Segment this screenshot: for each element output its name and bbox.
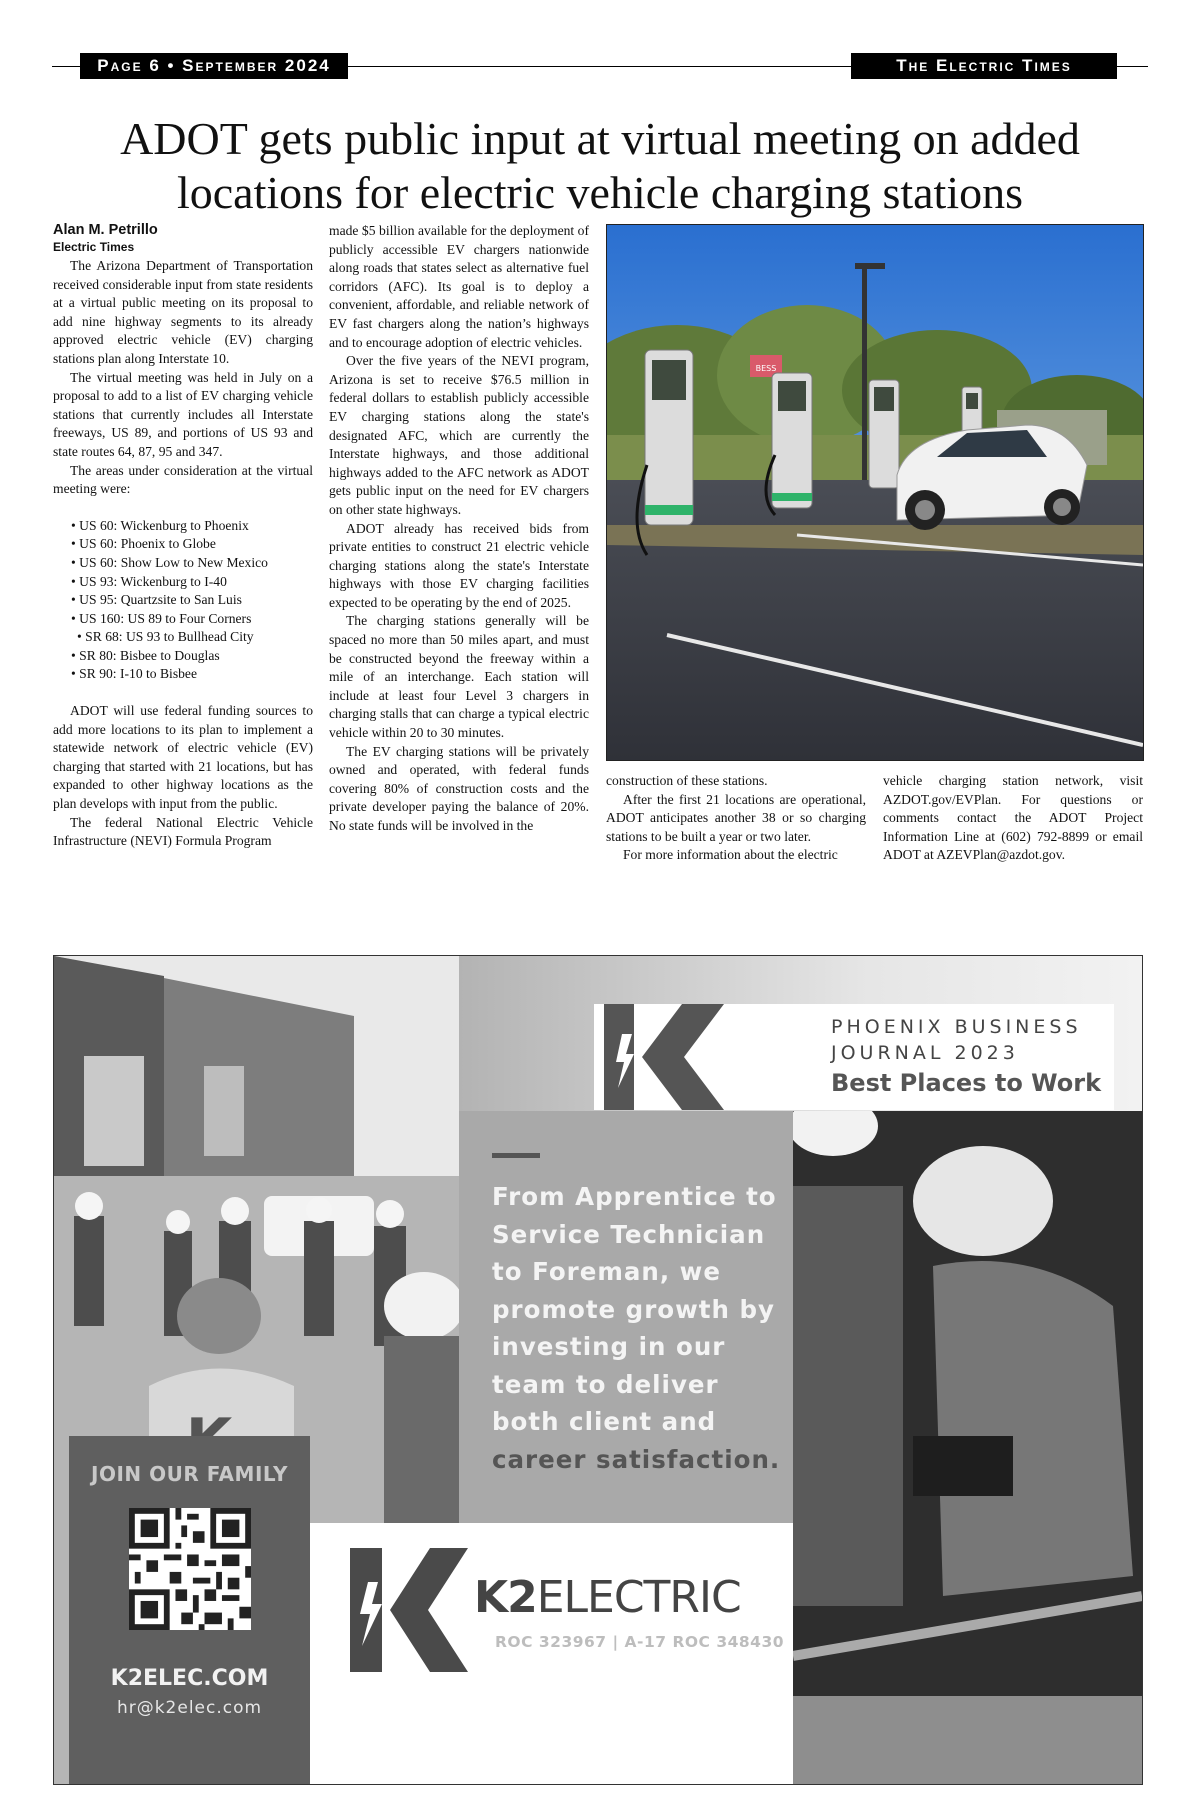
paragraph: made $5 billion available for the deployment of publicly accessible EV chargers nationwide along roads that states select as alternative fuel corridors (AFC). Its goal is to deploy a convenient, affordable, and reliable network of EV fast chargers along the nation’s highways and to encourage adoption of electric vehicles. <box>329 223 589 350</box>
email-link[interactable]: hr@k2elec.com <box>116 1698 263 1718</box>
k2-logo-icon <box>350 1548 470 1672</box>
sign-text: BESS <box>755 364 777 373</box>
author: Alan M. Petrillo <box>53 222 158 238</box>
route-item: • US 60: Show Low to New Mexico <box>71 554 313 573</box>
route-item: • US 60: Phoenix to Globe <box>71 535 313 554</box>
message-end: career satisfaction. <box>492 1444 781 1474</box>
paragraph: The Arizona Department of Transportation received considerable input from state residents at a virtual public meeting on its proposal to add nine highway segments to its already approved electric vehicle (EV) charging stations plan along Interstate 10. <box>53 258 313 366</box>
license-numbers: ROC 323967 | A-17 ROC 348430 <box>495 1633 785 1651</box>
paragraph: Over the five years of the NEVI program, Arizona is set to receive $76.5 million in federal dollars to establish publicly accessible EV charging stations along the state's designated AFC, which are currently the Interstate highways, and those additional highways added to the AFC network as ADOT gets public input on the need for EV chargers on other state highways. <box>329 353 589 517</box>
paragraph: For more information about the electric <box>623 847 838 863</box>
paragraph: ADOT will use federal funding sources to add more locations to its plan to implement a statewide network of electric vehicle (EV) charging that started with 21 locations, but has expanded to other highway locations as the plan develops with input from the public. <box>53 703 313 812</box>
route-list <box>71 517 313 684</box>
article-column-3 <box>606 772 866 865</box>
accent-dash <box>492 1153 540 1158</box>
k2-electric-ad <box>53 955 1143 1785</box>
article-column-1 <box>53 222 313 851</box>
message-main: From Apprentice to Service Technician to Foreman, we promote growth by investing in our team to deliver both client and <box>492 1182 777 1436</box>
paragraph: vehicle charging station network, visit AZDOT.gov/EVPlan. For questions or comments contact the ADOT Project Information Line at (602) 792-8899 or email ADOT at AZEVPlan@azdot.gov. <box>883 773 1143 863</box>
route-item: • SR 68: US 93 to Bullhead City <box>71 628 313 647</box>
paragraph: construction of these stations. <box>606 773 768 788</box>
brand-bold: K2 <box>474 1572 537 1623</box>
route-item: • US 60: Wickenburg to Phoenix <box>71 517 313 536</box>
paper-name: The Electric Times <box>851 53 1117 79</box>
ad-message <box>492 1178 782 1478</box>
paragraph: The federal National Electric Vehicle Infrastructure (NEVI) Formula Program <box>53 814 313 849</box>
k2-logo-small-icon <box>594 1004 754 1110</box>
route-item: • SR 90: I-10 to Bisbee <box>71 665 313 684</box>
website-link[interactable]: K2ELEC.COM <box>110 1666 269 1691</box>
paragraph: The virtual meeting was held in July on a proposal to add to a list of EV charging vehicle stations that currently includes all Interstate freeways, US 89, and portions of US 93 and state routes 64, 87, 95 and 347. <box>53 369 313 459</box>
brand-rest: ELECTRIC <box>536 1572 741 1623</box>
route-item: • US 160: US 89 to Four Corners <box>71 610 313 629</box>
article-column-2 <box>329 222 589 836</box>
paragraph: After the first 21 locations are operational, ADOT anticipates another 38 or so charging stations to be built a year or two later. <box>606 791 866 844</box>
route-item: • US 95: Quartzsite to San Luis <box>71 591 313 610</box>
award-line-3: Best Places to Work <box>831 1069 1102 1097</box>
paragraph: The areas under consideration at the virtual meeting were: <box>53 462 313 497</box>
award-line-1: PHOENIX BUSINESS <box>831 1016 1082 1038</box>
paragraph: The charging stations generally will be spaced no more than 50 miles apart, and must be constructed beyond the freeway within a mile of an interchange. Each station will include at least four Level 3 chargers in charging stalls that can charge a typical electric vehicle within 20 to 30 minutes. <box>329 613 589 741</box>
ev-charging-photo <box>606 224 1144 761</box>
paragraph: ADOT already has received bids from private entities to construct 21 electric vehicle charging stations along the state's Interstate highways with those EV charging facilities expected to be operating by the end of 2025. <box>329 520 589 610</box>
paragraph: The EV charging stations will be privately owned and operated, with federal funds covering 80% of construction costs and the private developer paying the balance of 20%. No state funds will be involved in the <box>329 743 589 833</box>
ev-charger-illustration <box>607 225 1143 760</box>
brand-wordmark <box>474 1572 741 1623</box>
article-column-4 <box>883 772 1143 865</box>
qr-code-graphic <box>129 1508 251 1630</box>
headline: ADOT gets public input at virtual meeting on added locations for electric vehicle charging stations <box>120 113 1080 218</box>
join-title: JOIN OUR FAMILY <box>91 1462 288 1486</box>
award-line-2: JOURNAL 2023 <box>831 1042 1019 1064</box>
route-item: • SR 80: Bisbee to Douglas <box>71 647 313 666</box>
route-item: • US 93: Wickenburg to I-40 <box>71 573 313 592</box>
join-panel <box>69 1436 310 1784</box>
qr-code-icon[interactable] <box>129 1508 251 1630</box>
page-label: Page 6 • September 2024 <box>80 53 348 79</box>
publication: Electric Times <box>53 240 135 254</box>
